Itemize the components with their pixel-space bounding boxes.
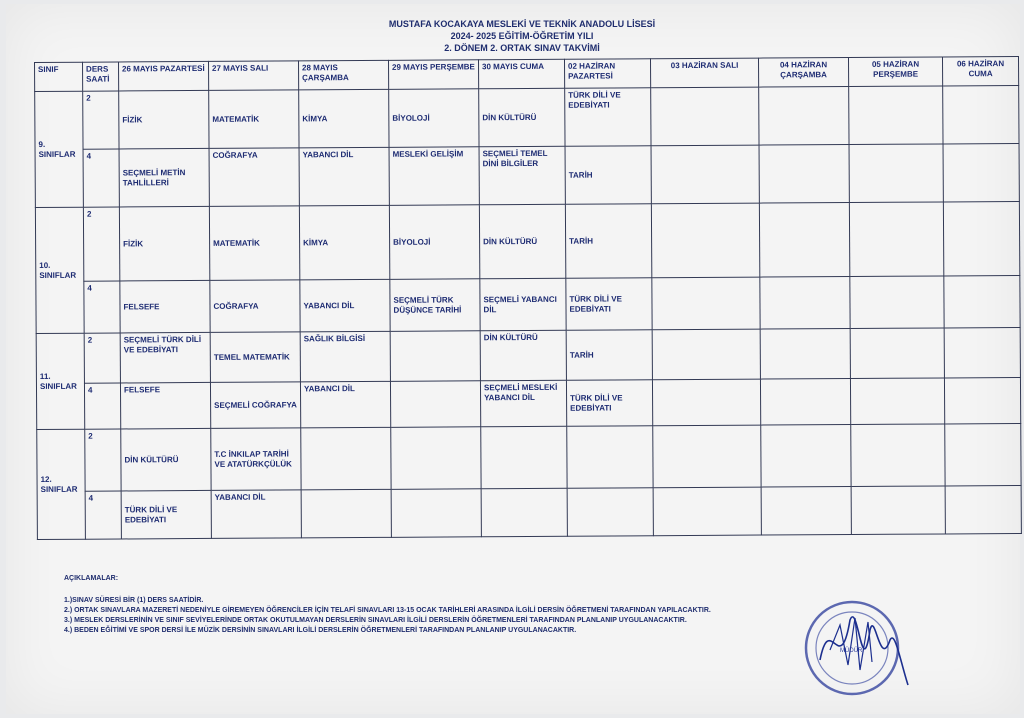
column-header: 03 HAZİRAN SALI: [650, 58, 758, 88]
column-header: 05 HAZİRAN PERŞEMBE: [848, 57, 942, 87]
column-header: 27 MAYIS SALI: [208, 61, 298, 91]
exam-cell: MATEMATİK: [209, 206, 299, 281]
exam-cell: [851, 486, 945, 535]
exam-cell: FİZİK: [119, 206, 209, 281]
exam-cell: SAĞLIK BİLGİSİ: [300, 331, 390, 382]
exam-cell: MESLEKİ GELİŞİM: [389, 147, 479, 206]
class-cell: 10. SINIFLAR: [35, 207, 84, 333]
exam-cell: [651, 145, 759, 204]
school-name: MUSTAFA KOCAKAYA MESLEKİ VE TEKNİK ANADOLU LİSESİ: [388, 19, 656, 29]
exam-cell: [390, 331, 480, 382]
exam-cell: [653, 425, 761, 488]
column-header: 30 MAYIS CUMA: [478, 59, 564, 89]
hours-cell: 4: [85, 491, 121, 539]
exam-cell: [943, 201, 1019, 275]
exam-cell: [850, 328, 944, 379]
class-cell: 11. SINIFLAR: [36, 333, 85, 429]
exam-cell: YABANCI DİL: [211, 490, 301, 539]
note-item: 1.)SINAV SÜRESİ BİR (1) DERS SAATİDİR.: [64, 597, 204, 604]
exam-cell: DİN KÜLTÜRÜ: [121, 428, 211, 491]
note-item: 4.) BEDEN EĞİTİMİ VE SPOR DERSİ İLE MÜZİK DERSİNİN SINAVLARI İLGİLİ DERSLERİN ÖĞRETMENLERİ TARAFINDAN PLANLANIP UYGULANACAKTIR.: [64, 627, 577, 634]
exam-cell: [301, 427, 391, 490]
exam-cell: BİYOLOJİ: [389, 205, 479, 280]
exam-cell: YABANCI DİL: [300, 381, 390, 428]
exam-cell: [849, 202, 943, 277]
exam-cell: BİYOLOJİ: [389, 89, 479, 148]
hours-cell: 4: [83, 149, 119, 207]
note-item: 2.) ORTAK SINAVLARA MAZERETİ NEDENİYLE GİREMEYEN ÖĞRENCİLER İÇİN TELAFİ SINAVLARI 13-15 OCAK TARİHLERİ ARASINDA İLGİLİ DERSİN ÖĞRETMENİ TARAFINDAN YAPILACAKTIR.: [64, 607, 711, 614]
exam-cell: [849, 86, 943, 145]
table-row: [35, 85, 1019, 149]
table-row: [35, 201, 1019, 281]
exam-cell: [567, 426, 653, 489]
exam-cell: MATEMATİK: [209, 90, 299, 149]
hours-cell: 2: [85, 429, 121, 491]
exam-cell: T.C İNKILAP TARİHİ VE ATATÜRKÇÜLÜK: [211, 428, 301, 491]
table-row: [37, 485, 1021, 539]
exam-cell: [943, 143, 1019, 201]
exam-cell: [652, 379, 760, 426]
exam-cell: [390, 381, 480, 428]
table-row: [37, 423, 1021, 491]
column-header: SINIF: [35, 62, 83, 91]
exam-cell: COĞRAFYA: [209, 148, 299, 207]
exam-cell: SEÇMELİ TEMEL DİNİ BİLGİLER: [479, 146, 565, 205]
exam-cell: SEÇMELİ COĞRAFYA: [210, 382, 300, 429]
exam-cell: [760, 329, 850, 380]
exam-cell: TÜRK DİLİ VE EDEBİYATI: [566, 380, 652, 427]
exam-cell: [301, 489, 391, 538]
exam-cell: SEÇMELİ TÜRK DÜŞÜNCE TARİHİ: [390, 279, 480, 332]
academic-year: 2024- 2025 EĞİTİM-ÖĞRETİM YILI: [450, 31, 594, 41]
column-header: 29 MAYIS PERŞEMBE: [388, 60, 478, 90]
column-header: 28 MAYIS ÇARŞAMBA: [298, 60, 388, 90]
exam-cell: TÜRK DİLİ VE EDEBİYATI: [565, 88, 651, 147]
class-cell: 12. SINIFLAR: [37, 429, 86, 539]
exam-cell: SEÇMELİ METİN TAHLİLLERİ: [119, 148, 209, 207]
exam-cell: YABANCI DİL: [299, 147, 389, 206]
exam-cell: [849, 144, 943, 203]
exam-cell: [759, 145, 849, 204]
exam-cell: [391, 427, 481, 490]
exam-cell: TARİH: [565, 204, 651, 279]
stamp-graphic: [800, 590, 910, 700]
exam-cell: [759, 203, 849, 278]
exam-cell: [652, 329, 760, 380]
column-header: DERS SAATİ: [83, 62, 119, 91]
exam-cell: [945, 423, 1021, 485]
hours-cell: 4: [84, 281, 120, 333]
exam-cell: DİN KÜLTÜRÜ: [480, 330, 566, 381]
exam-cell: [944, 377, 1020, 423]
exam-cell: [391, 489, 481, 538]
document-header: [0, 18, 1024, 54]
notes-section: [64, 574, 711, 636]
exam-cell: [760, 379, 850, 426]
column-header: 04 HAZİRAN ÇARŞAMBA: [758, 58, 848, 88]
exam-cell: [653, 487, 761, 536]
table-row: [36, 275, 1020, 333]
exam-cell: [481, 426, 567, 489]
exam-cell: [759, 87, 849, 146]
exam-cell: TÜRK DİLİ VE EDEBİYATI: [566, 278, 652, 331]
exam-cell: TARİH: [565, 146, 651, 205]
table-row: [36, 377, 1020, 429]
notes-title: AÇIKLAMALAR:: [64, 575, 119, 582]
exam-cell: [651, 87, 759, 146]
exam-cell: [944, 275, 1020, 327]
exam-cell: [850, 378, 944, 425]
exam-cell: [945, 485, 1021, 533]
exam-cell: TARİH: [566, 330, 652, 381]
exam-cell: [851, 424, 945, 487]
exam-cell: FELSEFE: [120, 280, 210, 333]
table-row: [35, 143, 1019, 207]
hours-cell: 2: [83, 91, 119, 149]
exam-cell: SEÇMELİ YABANCI DİL: [480, 278, 566, 331]
column-header: 02 HAZİRAN PAZARTESİ: [564, 59, 650, 89]
exam-cell: FELSEFE: [120, 382, 210, 429]
exam-cell: FİZİK: [119, 90, 209, 149]
exam-cell: [761, 487, 851, 536]
exam-cell: TÜRK DİLİ VE EDEBİYATI: [121, 490, 211, 539]
class-cell: 9. SINIFLAR: [35, 91, 84, 207]
exam-cell: [651, 203, 759, 278]
column-header: 06 HAZİRAN CUMA: [942, 56, 1018, 85]
hours-cell: 2: [84, 333, 120, 383]
exam-schedule-table: [34, 56, 1022, 540]
document-title: 2. DÖNEM 2. ORTAK SINAV TAKVİMİ: [444, 43, 600, 53]
column-header: 26 MAYIS PAZARTESİ: [119, 61, 209, 91]
official-stamp-icon: [800, 590, 910, 700]
exam-cell: DİN KÜLTÜRÜ: [479, 88, 565, 147]
exam-cell: KİMYA: [299, 205, 389, 280]
exam-cell: SEÇMELİ TÜRK DİLİ VE EDEBİYATI: [120, 332, 210, 383]
exam-cell: KİMYA: [299, 89, 389, 148]
hours-cell: 2: [83, 207, 119, 281]
exam-cell: [850, 276, 944, 329]
table-row: [36, 327, 1020, 383]
exam-cell: TEMEL MATEMATİK: [210, 332, 300, 383]
note-item: 3.) MESLEK DERSLERİNİN VE SINIF SEVİYELERİNDE ORTAK OKUTULMAYAN DERSLERİN SINAVLARI İLGİLİ DERSLERİN ÖĞRETMENLERİ TARAFINDAN PLANLANIP UYGULANACAKTIR.: [64, 617, 687, 624]
exam-cell: [944, 327, 1020, 377]
exam-cell: [761, 425, 851, 488]
exam-cell: [481, 488, 567, 537]
exam-cell: [652, 277, 760, 330]
exam-cell: YABANCI DİL: [300, 279, 390, 332]
stamp-label: MÜDÜR: [840, 648, 863, 654]
exam-cell: [943, 85, 1019, 143]
exam-cell: [760, 277, 850, 330]
exam-cell: COĞRAFYA: [210, 280, 300, 333]
exam-cell: SEÇMELİ MESLEKİ YABANCI DİL: [480, 380, 566, 427]
exam-cell: [567, 488, 653, 537]
hours-cell: 4: [84, 383, 120, 429]
exam-cell: DİN KÜLTÜRÜ: [479, 204, 565, 279]
